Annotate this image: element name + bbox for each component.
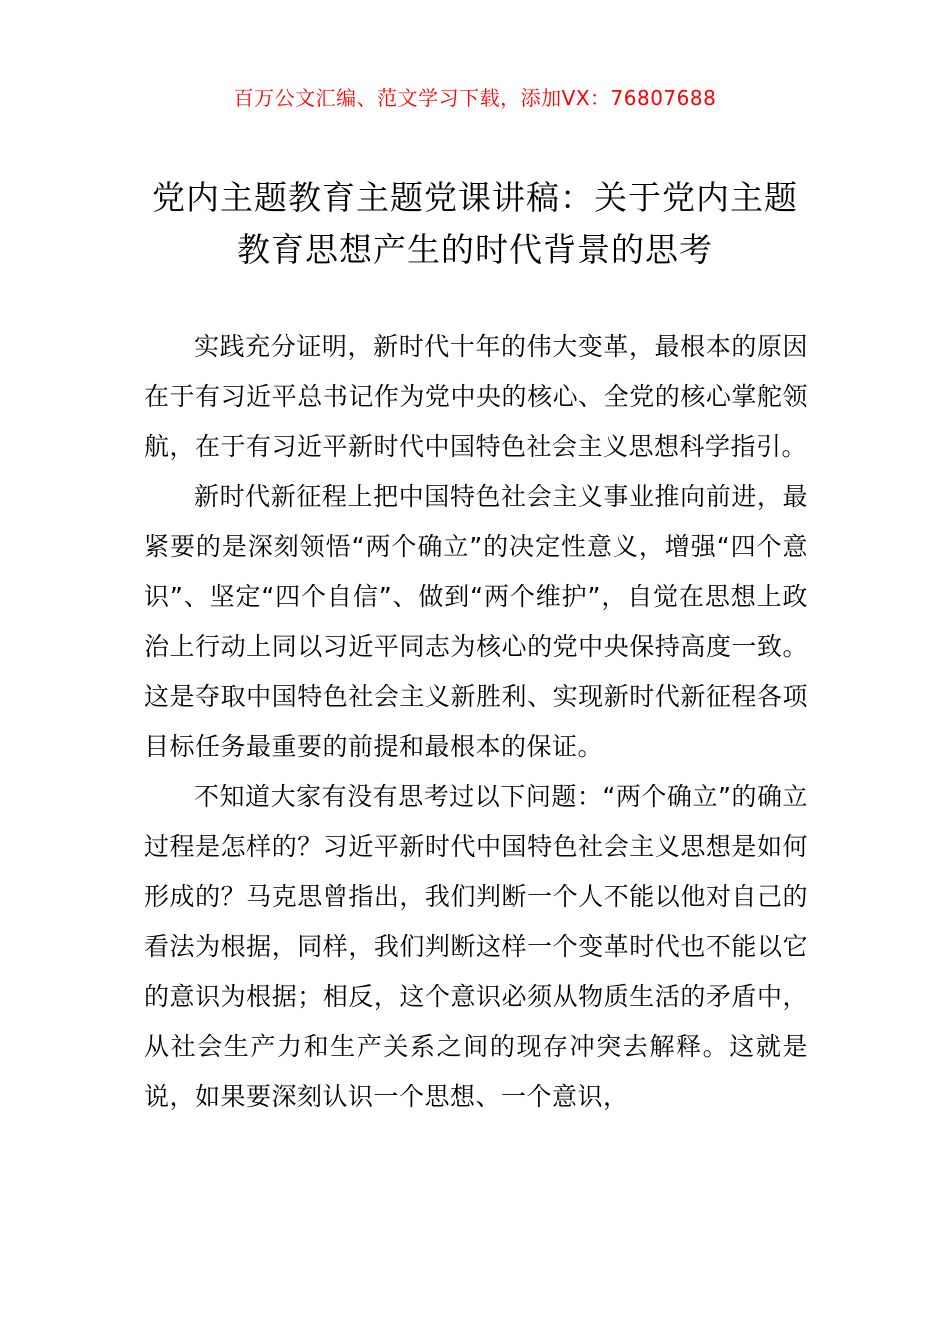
paragraph-2: 新时代新征程上把中国特色社会主义事业推向前进，最紧要的是深刻领悟“两个确立”的决定性意义，增强“四个意识”、坚定“四个自信”、做到“两个维护”，自觉在思想上政治上行动上同以习近平同志为核心的党中央保持高度一致。这是夺取中国特色社会主义新胜利、实现新时代新征程各项目标任务最重要的前提和最根本的保证。 [144, 482, 808, 761]
document-title: 党内主题教育主题党课讲稿：关于党内主题教育思想产生的时代背景的思考 [152, 178, 798, 269]
document-body [144, 322, 808, 1122]
header-promo-note: 百万公文汇编、范文学习下载，添加VX：76807688 [233, 86, 717, 110]
paragraph-1: 实践充分证明，新时代十年的伟大变革，最根本的原因在于有习近平总书记作为党中央的核心、全党的核心掌舵领航，在于有习近平新时代中国特色社会主义思想科学指引。 [144, 332, 808, 461]
paragraph-3: 不知道大家有没有思考过以下问题：“两个确立”的确立过程是怎样的？习近平新时代中国特色社会主义思想是如何形成的？马克思曾指出，我们判断一个人不能以他对自己的看法为根据，同样，我们判断这样一个变革时代也不能以它的意识为根据；相反，这个意识必须从物质生活的矛盾中，从社会生产力和生产关系之间的现存冲突去解释。这就是说，如果要深刻认识一个思想、一个意识， [144, 782, 808, 1111]
